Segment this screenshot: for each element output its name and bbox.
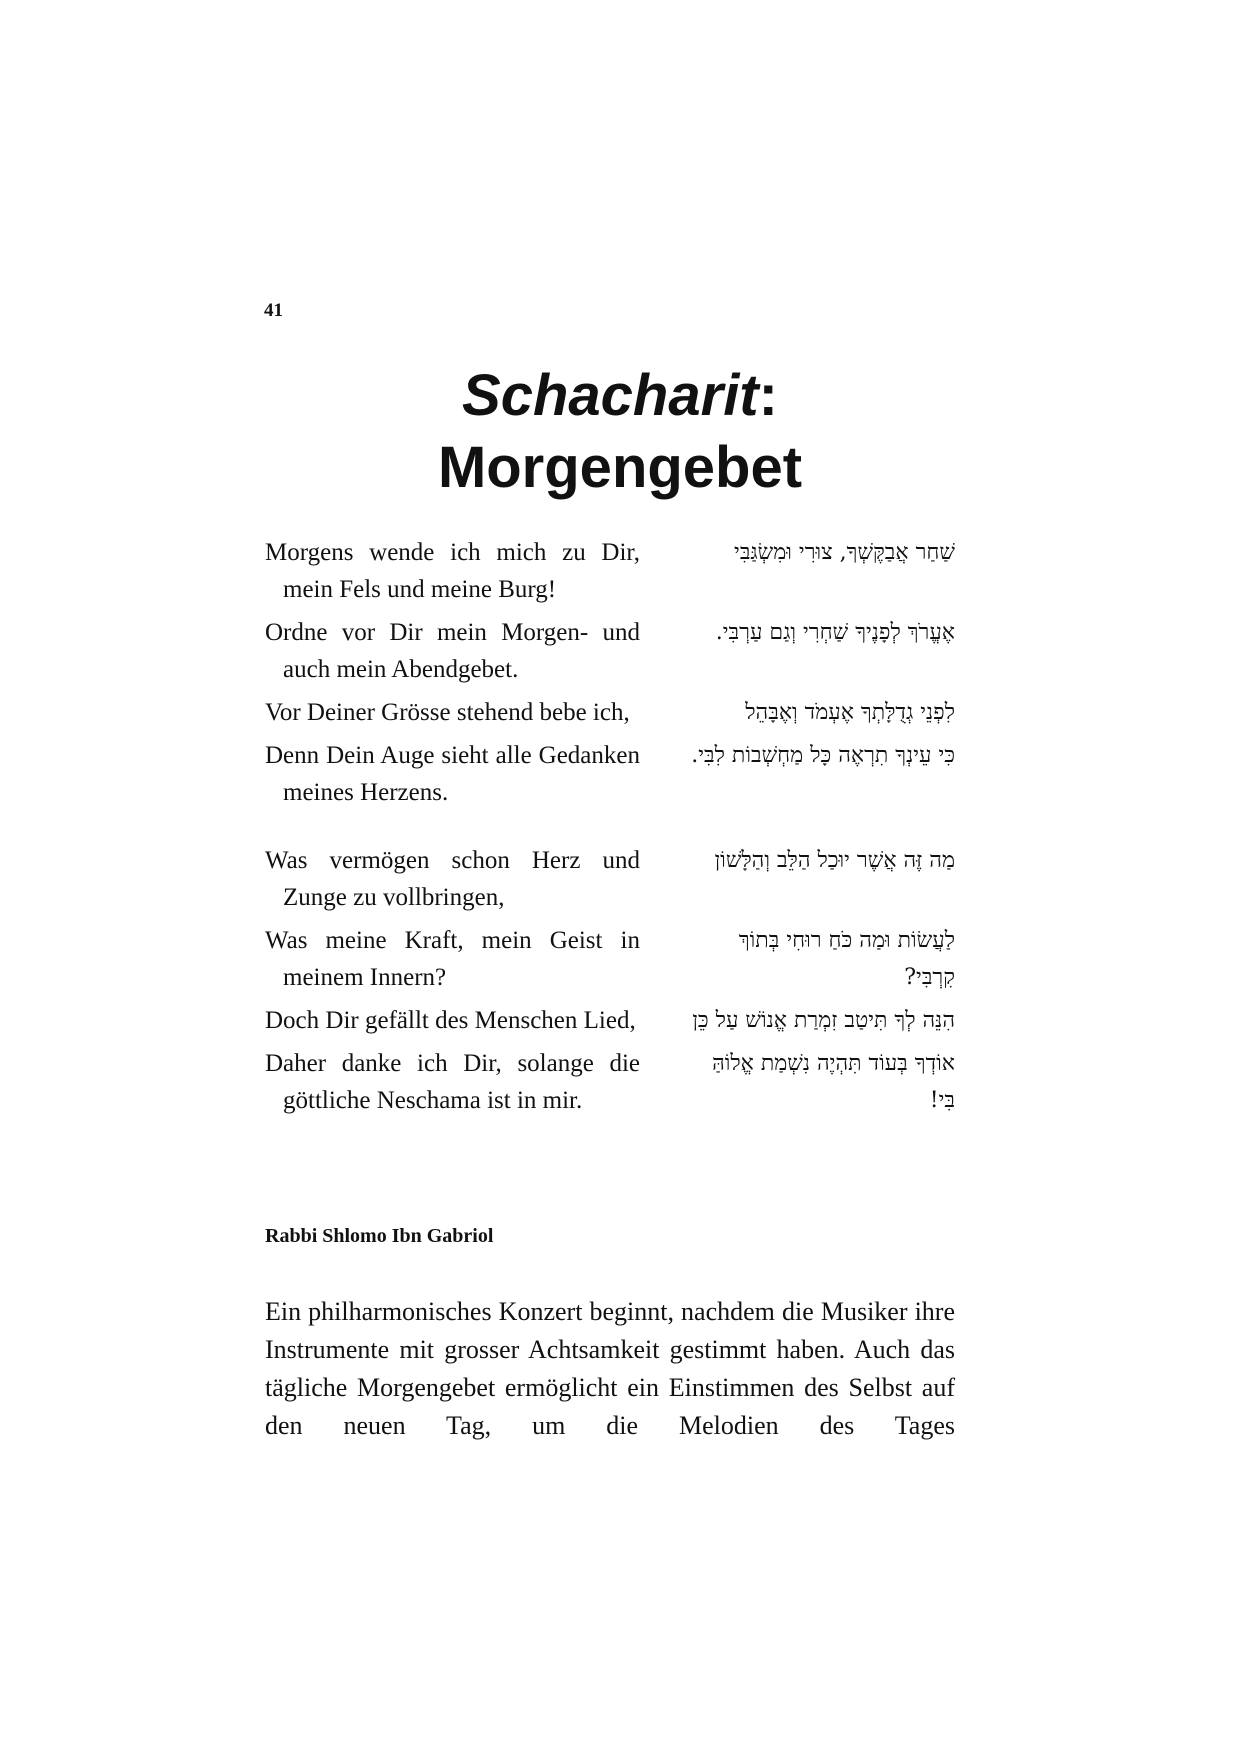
verse-german: Doch Dir gefällt des Menschen Lied, <box>265 1007 636 1034</box>
verse-row <box>265 737 955 811</box>
verse-hebrew: כִּי עֵינְךָ תִרְאֶה כָּל מַחְשְׁבוֹת לִבִּי. <box>691 743 955 768</box>
verse-row <box>265 1045 955 1119</box>
verse-row <box>265 614 955 688</box>
verse-hebrew: אוֹדְךָ בְּעוֹד תִּהְיֶה נִשְׁמַת אֱלוֹהַּ בִּי! <box>712 1051 955 1113</box>
title-colon: : <box>758 363 778 428</box>
verse-row <box>265 694 955 731</box>
verse-hebrew: לַעֲשׂוֹת וּמַה כֹּחַ רוּחִי בְּתוֹךְ קִרְבִּי? <box>738 928 955 990</box>
verse-hebrew: שַׁחַר אֲבַקֶּשְׁךָ, צוּרִי וּמִשְׂגַּבִּי <box>734 540 955 565</box>
verse-german: Was vermögen schon Herz und Zunge zu vollbringen, <box>265 847 640 911</box>
title-line-2: Morgengebet <box>437 435 803 500</box>
poem <box>265 534 955 1125</box>
verse-german: Vor Deiner Grösse stehend bebe ich, <box>265 699 630 726</box>
page-number: 41 <box>264 300 283 321</box>
verse-hebrew: לִפְנֵי גְדֻלָּתְךָ אֶעְמֹד וְאֶבָּהֵל <box>745 700 955 725</box>
verse-row <box>265 1002 955 1039</box>
verse-row <box>265 534 955 608</box>
verse-german: Denn Dein Auge sieht alle Gedanken meines Herzens. <box>265 742 640 806</box>
verse-german: Daher danke ich Dir, solange die göttliche Neschama ist in mir. <box>265 1050 640 1114</box>
verse-german: Morgens wende ich mich zu Dir, mein Fels und meine Burg! <box>265 539 640 603</box>
poem-stanza-2 <box>265 842 955 1119</box>
title-line-1 <box>0 360 1240 432</box>
verse-hebrew: אֶעֱרֹךְ לְפָנֶיךָ שַׁחְרִי וְגַם עַרְבִּי. <box>715 620 955 645</box>
poem-stanza-1 <box>265 534 955 811</box>
verse-row <box>265 922 955 996</box>
page-title <box>0 360 1240 504</box>
verse-german: Was meine Kraft, mein Geist in meinem Innern? <box>265 927 640 991</box>
verse-hebrew: הִנֵּה לְךָ תִּיטַב זִמְרַת אֱנוֹשׁ עַל כֵּן <box>692 1008 955 1033</box>
poem-attribution: Rabbi Shlomo Ibn Gabriol <box>265 1225 494 1247</box>
verse-row <box>265 842 955 916</box>
verse-german: Ordne vor Dir mein Morgen- und auch mein Abendgebet. <box>265 619 640 683</box>
title-italic-word: Schacharit <box>462 363 759 428</box>
body-paragraph: Ein philharmonisches Konzert beginnt, nachdem die Musiker ihre Instrumente mit grosser Achtsamkeit gestimmt haben. Auch das tägliche Morgengebet ermöglicht ein Einstimmen des Selbst auf den neuen Tag, um die Melodien des Tages <box>265 1297 955 1440</box>
verse-hebrew: מַה זֶּה אֲשֶׁר יוּכַל הַלֵּב וְהַלָּשׁוֹן <box>714 848 955 873</box>
